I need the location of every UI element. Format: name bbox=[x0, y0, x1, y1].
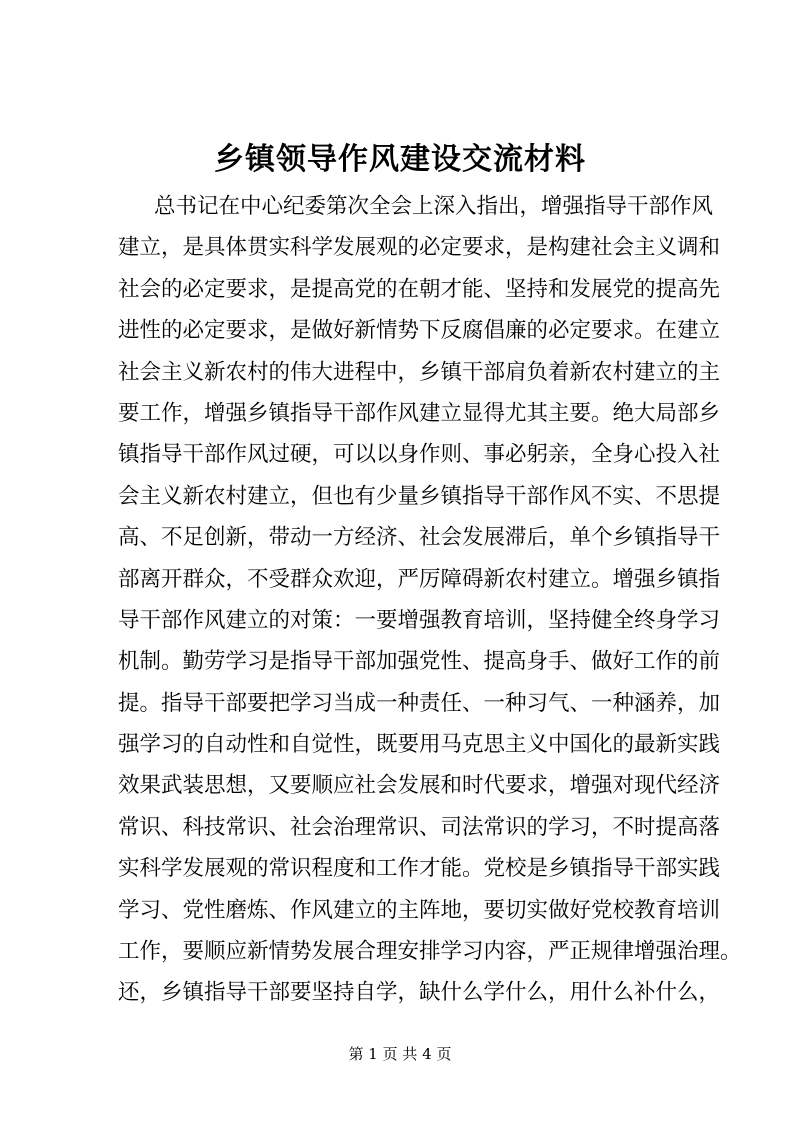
paragraph-line: 部离开群众，不受群众欢迎，严厉障碍新农村建立。增强乡镇指 bbox=[118, 566, 721, 592]
paragraph-line: 还，乡镇指导干部要坚持自学，缺什么学什么，用什么补什么， bbox=[118, 980, 721, 1006]
paragraph-line: 提。指导干部要把学习当成一种责任、一种习气、一种涵养，加 bbox=[118, 690, 721, 716]
paragraph-line: 学习、党性磨炼、作风建立的主阵地，要切实做好党校教育培训 bbox=[118, 897, 721, 923]
paragraph-line: 社会的必定要求，是提高党的在朝才能、坚持和发展党的提高先 bbox=[118, 276, 721, 302]
paragraph-line: 常识、科技常识、社会治理常识、司法常识的学习，不时提高落 bbox=[118, 814, 721, 840]
paragraph-line: 建立，是具体贯实科学发展观的必定要求，是构建社会主义调和 bbox=[118, 235, 721, 261]
paragraph-line: 实科学发展观的常识程度和工作才能。党校是乡镇指导干部实践 bbox=[118, 856, 721, 882]
paragraph-line: 效果武装思想，又要顺应社会发展和时代要求，增强对现代经济 bbox=[118, 773, 721, 799]
page-title: 乡镇领导作风建设交流材料 bbox=[214, 142, 586, 177]
paragraph-line: 工作，要顺应新情势发展合理安排学习内容，严正规律增强治理。 bbox=[118, 939, 742, 965]
paragraph-line: 镇指导干部作风过硬，可以以身作则、事必躬亲，全身心投入社 bbox=[118, 442, 721, 468]
paragraph-line: 机制。勤劳学习是指导干部加强党性、提高身手、做好工作的前 bbox=[118, 649, 721, 675]
paragraph-line: 社会主义新农村的伟大进程中，乡镇干部肩负着新农村建立的主 bbox=[118, 359, 721, 385]
paragraph-line: 要工作，增强乡镇指导干部作风建立显得尤其主要。绝大局部乡 bbox=[118, 400, 721, 426]
paragraph-line: 会主义新农村建立，但也有少量乡镇指导干部作风不实、不思提 bbox=[118, 483, 721, 509]
paragraph-line: 导干部作风建立的对策：一要增强教育培训，坚持健全终身学习 bbox=[118, 607, 721, 633]
paragraph-line: 进性的必定要求，是做好新情势下反腐倡廉的必定要求。在建立 bbox=[118, 318, 721, 344]
paragraph-line: 高、不足创新，带动一方经济、社会发展滞后，单个乡镇指导干 bbox=[118, 525, 721, 551]
page-number-footer: 第 1 页 共 4 页 bbox=[348, 1045, 452, 1063]
body-paragraph bbox=[118, 186, 742, 1014]
paragraph-line: 强学习的自动性和自觉性，既要用马克思主义中国化的最新实践 bbox=[118, 732, 721, 758]
paragraph-line: 总书记在中心纪委第次全会上深入指出，增强指导干部作风 bbox=[154, 194, 714, 219]
